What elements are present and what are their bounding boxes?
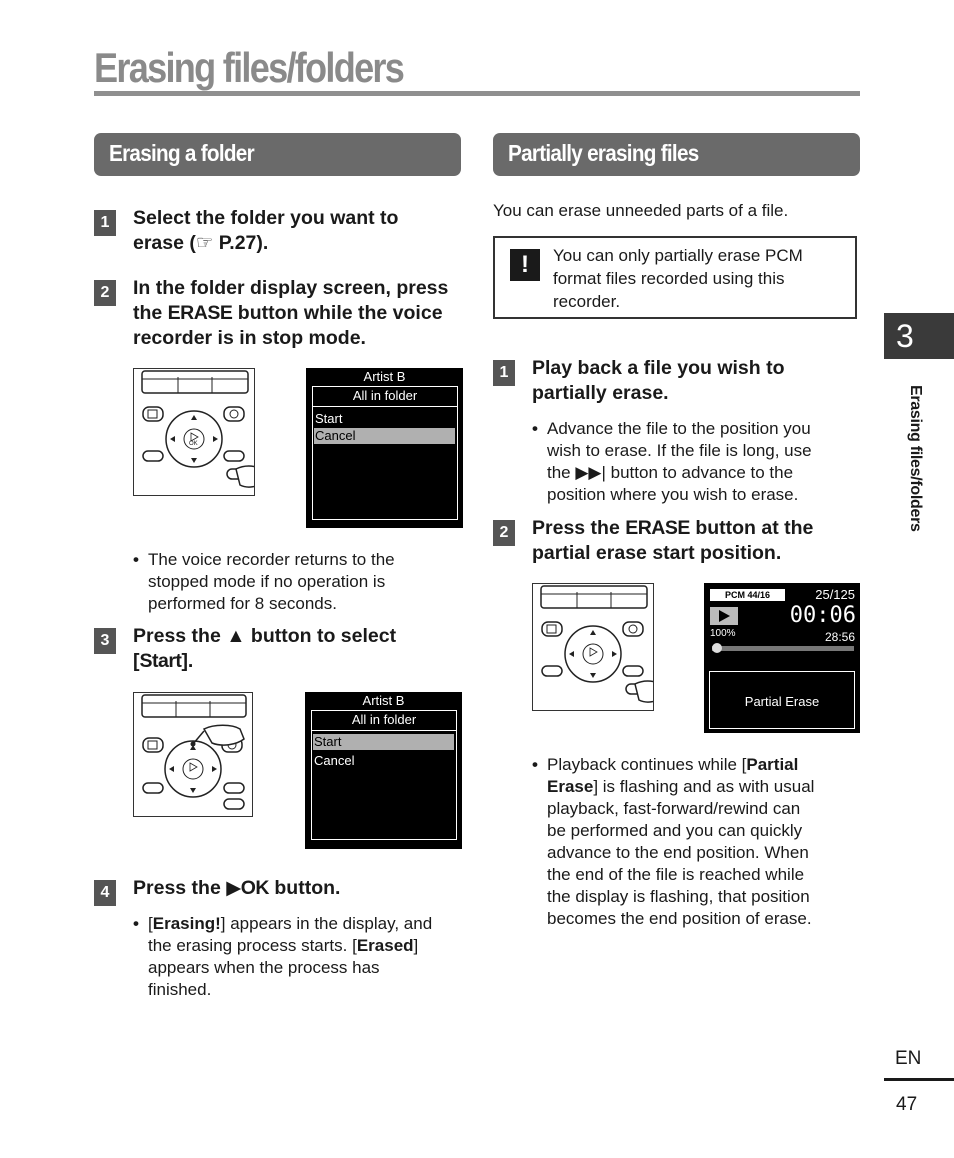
step-text: Play back a file you wish to partially erase. xyxy=(532,357,785,404)
step-text: Press the ▲ button to select [Start]. xyxy=(133,625,397,672)
partial-erase-message: Partial Erase xyxy=(744,694,820,709)
page-number: 47 xyxy=(896,1094,918,1115)
bullet-text: [Erasing!] appears in the display, and the erasing process starts. [Erased] appears when the process has finished. xyxy=(148,914,433,999)
recorder-screen-folder-erase xyxy=(306,368,463,528)
recorder-buttons-drawing xyxy=(134,369,255,496)
volume-level: 100% xyxy=(710,628,736,639)
notice-text: You can only partially erase PCM format files recorded using this recorder. xyxy=(553,246,803,311)
step-line: recorder is in stop mode. xyxy=(133,327,366,349)
screen-frame xyxy=(312,386,458,520)
section-header-erasing-folder xyxy=(94,133,461,176)
screen-subtitle: All in folder xyxy=(351,712,417,727)
file-length: 28:56 xyxy=(824,630,855,644)
chapter-tab: 3 xyxy=(884,313,954,359)
play-icon xyxy=(710,607,738,625)
screen-title: Artist B xyxy=(362,693,405,708)
step-text: Press the ERASE button at the partial erase start position. xyxy=(532,517,814,564)
section-header-label: Partially erasing files xyxy=(508,140,699,166)
intro-text: You can erase unneeded parts of a file. xyxy=(493,201,789,220)
screen-frame xyxy=(311,710,457,840)
notice-box xyxy=(493,236,857,319)
side-section-label: Erasing files/folders xyxy=(907,385,924,532)
section-header-label: Erasing a folder xyxy=(109,140,254,166)
recorder-buttons-drawing xyxy=(134,693,253,817)
progress-thumb xyxy=(712,643,722,653)
section-header-partially-erasing xyxy=(493,133,860,176)
bullet-text: Playback continues while [Partial Erase] is flashing and as with usual playback, fast-forward/rewind can be performed and you can quickly advance to the end position. When the end of the file is reached while the display is flashing, that position becomes the end position of erase. xyxy=(547,755,815,928)
bullet-text: The voice recorder returns to the stopped mode if no operation is performed for 8 seconds. xyxy=(148,550,395,613)
screen-option-start: Start xyxy=(315,411,343,426)
step-line: the xyxy=(133,302,168,324)
step-number: 1 xyxy=(94,210,116,236)
step-text: Press the ▶OK button. xyxy=(133,877,341,899)
bullet-text: Advance the file to the position you wish to erase. If the file is long, use the ▶▶| button to advance to the position where you wish to erase. xyxy=(547,419,812,504)
recorder-illustration xyxy=(133,692,253,817)
format-badge: PCM 44/16 xyxy=(710,589,785,601)
step-number: 4 xyxy=(94,880,116,906)
screen-title: Artist B xyxy=(363,369,406,384)
step-number: 2 xyxy=(94,280,116,306)
screen-subtitle: All in folder xyxy=(352,388,418,403)
step-line: Select the folder you want to xyxy=(133,207,399,229)
recorder-screen-playback xyxy=(704,583,860,733)
screen-option-cancel: Cancel xyxy=(314,428,455,444)
progress-track xyxy=(712,646,854,651)
recorder-illustration xyxy=(532,583,654,711)
step-line: Press the ▲ button to select xyxy=(133,625,397,647)
language-label: EN xyxy=(895,1048,922,1069)
recorder-buttons-drawing xyxy=(533,584,654,711)
title-rule xyxy=(94,91,860,96)
warning-icon: ! xyxy=(510,249,540,281)
step-text xyxy=(133,276,448,351)
recorder-screen-start-selected xyxy=(305,692,462,849)
file-counter: 25/125 xyxy=(815,587,855,602)
message-frame xyxy=(709,671,855,729)
step-line: erase (☞ P.27). xyxy=(133,232,269,254)
step-line: button while the voice xyxy=(232,302,443,324)
footer-rule xyxy=(884,1078,954,1081)
screen-option-cancel: Cancel xyxy=(314,753,355,768)
elapsed-time: 00:06 xyxy=(789,603,856,628)
step-line: In the folder display screen, press xyxy=(133,277,449,299)
erase-key-label: ERASE xyxy=(625,517,690,539)
recorder-illustration xyxy=(133,368,255,496)
page-title: Erasing files/folders xyxy=(94,44,404,91)
step-number: 1 xyxy=(493,360,515,386)
screen-option-start: Start xyxy=(313,734,454,750)
ok-key-label: OK xyxy=(189,441,198,447)
ok-button-label: ▶OK xyxy=(226,877,269,899)
step-text xyxy=(133,206,398,256)
step-number: 3 xyxy=(94,628,116,654)
erase-key-label: ERASE xyxy=(167,302,233,324)
start-label: Start xyxy=(139,650,182,672)
step-number: 2 xyxy=(493,520,515,546)
